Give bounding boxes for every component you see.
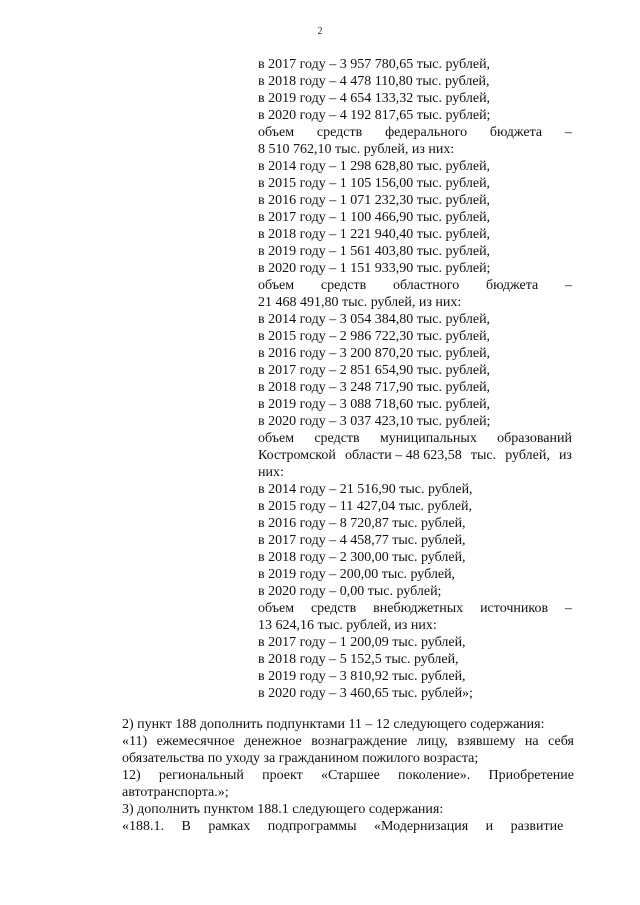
- heading-word: средств: [314, 431, 360, 446]
- year-line: в 2017 году – 3 957 780,65 тыс. рублей,: [258, 57, 491, 72]
- year-line: в 2015 году – 1 105 156,00 тыс. рублей,: [258, 176, 491, 191]
- total-word: области – 48 623,58: [344, 448, 462, 463]
- heading-word: средств: [310, 601, 357, 616]
- year-line: в 2015 году – 2 986 722,30 тыс. рублей,: [258, 329, 491, 344]
- heading-word: объем: [258, 431, 295, 446]
- heading-word: объем: [258, 278, 295, 293]
- heading-word: областного: [393, 278, 460, 293]
- year-line: в 2014 году – 21 516,90 тыс. рублей,: [258, 482, 473, 497]
- amendment-item-2: 2) пункт 188 дополнить подпунктами 11 – 12 следующего содержания:: [122, 717, 545, 732]
- extrabudgetary-total: 13 624,16 тыс. рублей, из них:: [258, 618, 437, 633]
- page-number: 2: [317, 26, 323, 37]
- item-188-1-text: «188.1. В рамках подпрограммы «Модернизация и развитие: [122, 819, 564, 834]
- year-line: в 2019 году – 3 810,92 тыс. рублей,: [258, 669, 466, 684]
- heading-word: объем: [258, 125, 295, 140]
- year-line: в 2019 году – 1 561 403,80 тыс. рублей,: [258, 244, 491, 259]
- year-line: в 2019 году – 200,00 тыс. рублей,: [258, 567, 456, 582]
- year-line: в 2016 году – 3 200 870,20 тыс. рублей,: [258, 346, 491, 361]
- year-line: в 2020 году – 3 037 423,10 тыс. рублей;: [258, 414, 491, 429]
- year-line: в 2016 году – 1 071 232,30 тыс. рублей,: [258, 193, 491, 208]
- heading-word: средств: [320, 278, 367, 293]
- amendments-block: [122, 716, 574, 835]
- year-line: в 2017 году – 1 100 466,90 тыс. рублей,: [258, 210, 491, 225]
- heading-word: муниципальных: [379, 431, 477, 446]
- year-line: в 2015 году – 11 427,04 тыс. рублей,: [258, 499, 473, 514]
- heading-word: бюджета: [486, 278, 539, 293]
- heading-word: образований: [497, 431, 572, 446]
- heading-word: бюджета: [489, 125, 543, 140]
- heading-word: –: [565, 278, 572, 293]
- year-line: в 2016 году – 8 720,87 тыс. рублей,: [258, 516, 466, 531]
- year-line: в 2018 году – 5 152,5 тыс. рублей,: [258, 652, 459, 667]
- regional-budget-total: 21 468 491,80 тыс. рублей, из них:: [258, 295, 462, 310]
- year-line: в 2014 году – 1 298 628,80 тыс. рублей,: [258, 159, 491, 174]
- year-line: в 2017 году – 2 851 654,90 тыс. рублей,: [258, 363, 491, 378]
- year-line: в 2014 году – 3 054 384,80 тыс. рублей,: [258, 312, 491, 327]
- funding-column: [258, 56, 572, 702]
- heading-word: внебюджетных: [373, 601, 464, 616]
- total-word: из: [558, 448, 572, 463]
- heading-word: –: [564, 601, 572, 616]
- year-line: в 2018 году – 3 248 717,90 тыс. рублей,: [258, 380, 491, 395]
- regional-budget-heading: [258, 277, 572, 294]
- municipal-total: [258, 447, 572, 464]
- year-line: в 2020 году – 1 151 933,90 тыс. рублей;: [258, 261, 491, 276]
- heading-word: средств: [316, 125, 363, 140]
- heading-word: объем: [258, 601, 295, 616]
- municipal-total-tail: них:: [258, 465, 284, 480]
- heading-word: источников: [480, 601, 549, 616]
- amendment-sub-11: «11) ежемесячное денежное вознаграждение лицу, взявшему на себя обязательства по уходу за гражданином пожилого возраста;: [122, 734, 574, 766]
- heading-word: федерального: [385, 125, 468, 140]
- year-line: в 2020 году – 3 460,65 тыс. рублей»;: [258, 686, 473, 701]
- year-line: в 2017 году – 1 200,09 тыс. рублей,: [258, 635, 466, 650]
- year-line: в 2020 году – 0,00 тыс. рублей;: [258, 584, 442, 599]
- year-line: в 2018 году – 2 300,00 тыс. рублей,: [258, 550, 466, 565]
- year-line: в 2020 году – 4 192 817,65 тыс. рублей;: [258, 108, 491, 123]
- heading-word: –: [564, 125, 572, 140]
- year-line: в 2018 году – 1 221 940,40 тыс. рублей,: [258, 227, 491, 242]
- amendment-item-3: 3) дополнить пунктом 188.1 следующего содержания:: [122, 802, 444, 817]
- total-word: Костромской: [258, 448, 336, 463]
- year-line: в 2017 году – 4 458,77 тыс. рублей,: [258, 533, 466, 548]
- municipal-heading: [258, 430, 572, 447]
- extrabudgetary-heading: [258, 600, 572, 617]
- year-line: в 2019 году – 3 088 718,60 тыс. рублей,: [258, 397, 491, 412]
- amendment-sub-12: 12) региональный проект «Старшее поколение». Приобретение автотранспорта.»;: [122, 768, 574, 800]
- total-word: тыс.: [470, 448, 497, 463]
- total-word: рублей,: [505, 448, 550, 463]
- year-line: в 2018 году – 4 478 110,80 тыс. рублей,: [258, 74, 490, 89]
- amendment-item-188-1: [122, 818, 574, 835]
- year-line: в 2019 году – 4 654 133,32 тыс. рублей,: [258, 91, 491, 106]
- federal-budget-total: 8 510 762,10 тыс. рублей, из них:: [258, 142, 455, 157]
- federal-budget-heading: [258, 124, 572, 141]
